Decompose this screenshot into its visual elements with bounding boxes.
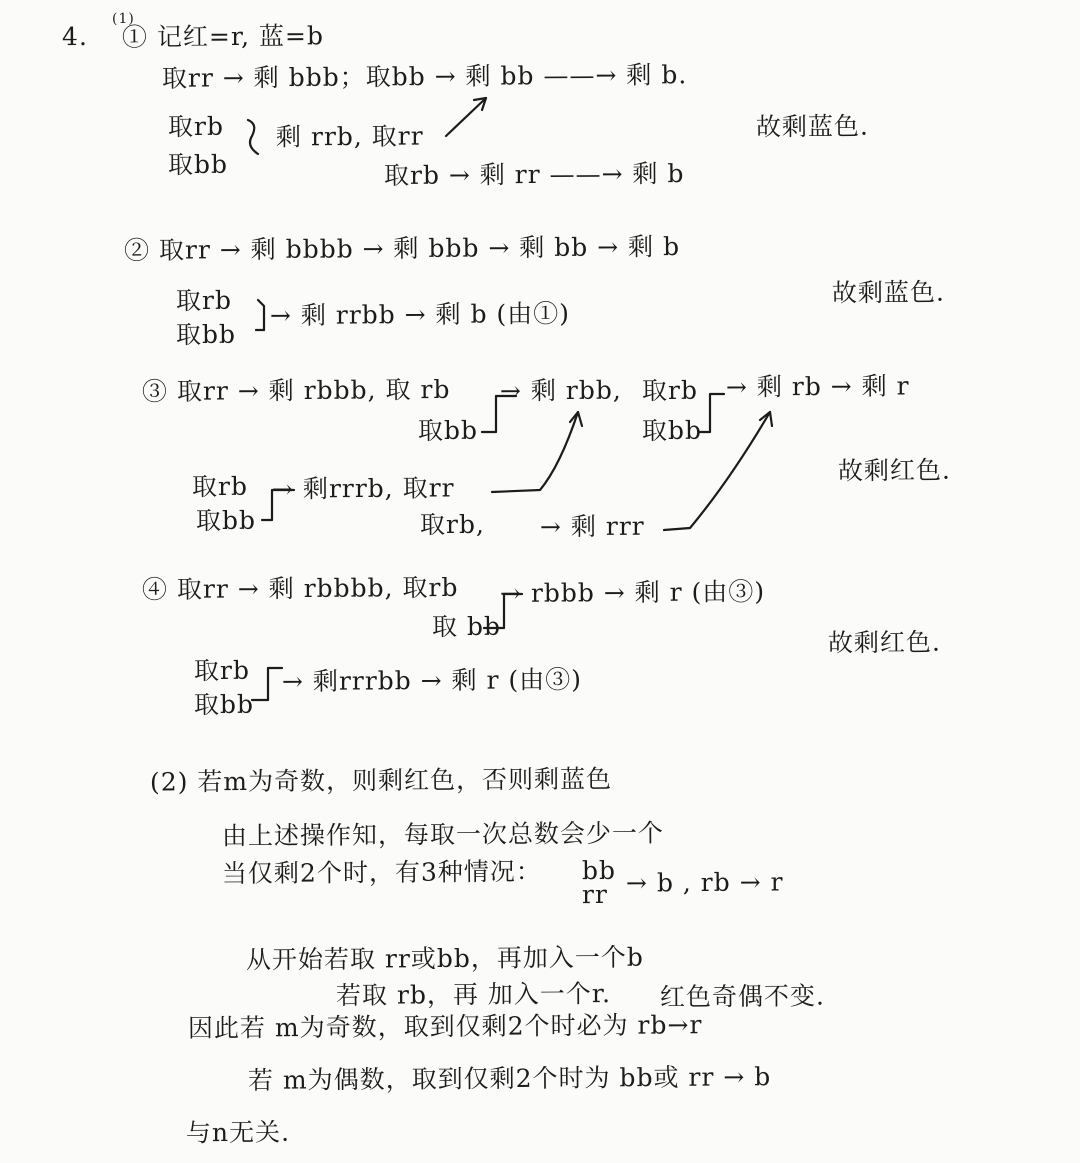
case4-line-1-cont: → rbbb → 剩 r (由③)	[499, 577, 766, 608]
case1-line-2: 取rr → 剩 bbb；取bb → 剩 bb ——→ 剩 b.	[161, 60, 688, 93]
case3-conclusion: 故剩红色.	[837, 455, 952, 486]
case2-brace	[258, 300, 264, 330]
part2-line-3: 当仅剩2个时，有3种情况：	[221, 856, 542, 889]
case3-take-rb-4: 取rb,	[419, 509, 486, 540]
case3-remain-rb: → 剩 rb → 剩 r	[725, 371, 910, 402]
case2-take-bb: 取bb	[175, 319, 237, 350]
problem-number: 4.	[61, 21, 88, 52]
case4-bracket-2	[252, 668, 282, 700]
case3-remain-rrr: → 剩 rrr	[539, 511, 645, 542]
case1-take-rb: 取rb	[167, 111, 225, 142]
case1-line-4: 取rb → 剩 rr ——→ 剩 b	[383, 158, 685, 191]
case2-conclusion: 故剩蓝色.	[831, 277, 946, 308]
part2-line-7: 若 m为偶数，取到仅剩2个时为 bb或 rr → b	[247, 1062, 772, 1095]
case3-remain-rbb: → 剩 rbb,	[499, 375, 622, 406]
case3-arrow-to-rbb	[492, 412, 578, 492]
case4-take-bb-1: 取 bb	[431, 611, 502, 642]
case3-take-rb-3: 取rb	[191, 471, 249, 502]
case1-brace	[248, 120, 258, 154]
case3-arrowhead-rb	[760, 412, 772, 426]
case4-take-bb-2: 取bb	[193, 689, 255, 720]
part2-line-5: 若取 rb，再 加入一个r.	[335, 979, 612, 1010]
case2-line-2: → 剩 rrbb → 剩 b (由①)	[269, 298, 571, 331]
part2-case-bb: bb	[581, 855, 617, 886]
case3-take-rb-2: 取rb	[641, 375, 699, 406]
case4-line-3: → 剩rrrbb → 剩 r (由③)	[281, 664, 583, 697]
case4-conclusion: 故剩红色.	[827, 627, 942, 658]
case3-arrowhead-rbb	[570, 412, 582, 426]
part1-marker: (1)	[111, 10, 135, 28]
part2-line-4: 从开始若取 rr或bb，再加入一个b	[245, 942, 644, 975]
case1-diag-arrowhead	[474, 98, 486, 110]
case3-line-1: ③ 取rr → 剩 rbbb, 取 rb	[141, 374, 451, 407]
case4-take-rb: 取rb	[193, 655, 251, 686]
case1-take-bb: 取bb	[167, 149, 229, 180]
case3-take-bb-3: 取bb	[195, 505, 257, 536]
case2-line-1: ② 取rr → 剩 bbbb → 剩 bbb → 剩 bb → 剩 b	[123, 232, 681, 265]
part2-line-6: 因此若 m为奇数，取到仅剩2个时必为 rb→r	[187, 1010, 703, 1043]
part2-line-2: 由上述操作知，每取一次总数会少一个	[221, 818, 665, 851]
case1-line-3: 剩 rrb, 取rr	[275, 121, 424, 152]
part2-parity-note: 红色奇偶不变.	[659, 981, 826, 1012]
case3-bracket-2	[700, 394, 724, 432]
case3-take-bb-1: 取bb	[417, 415, 479, 446]
part2-line-8: 与n无关.	[185, 1117, 291, 1148]
part2-case-rr: rr	[581, 879, 609, 910]
part2-case-results: → b , rb → r	[625, 867, 784, 898]
part2-line-1: (2) 若m为奇数，则剩红色，否则剩蓝色	[149, 764, 613, 797]
case1-diag-arrow	[446, 98, 486, 136]
case1-definition: ① 记红=r, 蓝=b	[121, 21, 325, 52]
case3-take-bb-2: 取bb	[641, 415, 703, 446]
case2-take-rb: 取rb	[175, 285, 233, 316]
case4-line-1: ④ 取rr → 剩 rbbbb, 取rb	[141, 572, 459, 605]
case1-conclusion: 故剩蓝色.	[755, 111, 870, 142]
case3-line-3: → 剩rrrb, 取rr	[271, 473, 455, 504]
